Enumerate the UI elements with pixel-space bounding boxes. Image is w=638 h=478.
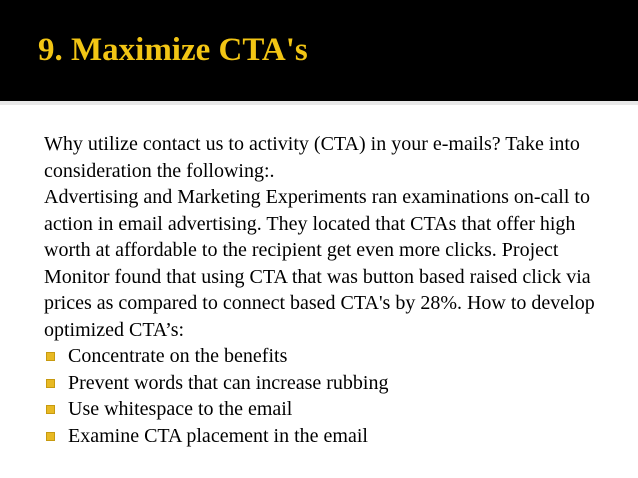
square-bullet-icon xyxy=(46,352,55,361)
square-bullet-icon xyxy=(46,432,55,441)
bullet-item xyxy=(44,396,614,423)
square-bullet-icon xyxy=(46,379,55,388)
bullet-text: Concentrate on the benefits xyxy=(68,345,288,367)
intro-paragraph: Why utilize contact us to activity (CTA) in your e-mails? Take into consideration the following:. xyxy=(44,133,580,182)
bullet-item xyxy=(44,423,614,450)
slide-title: 9. Maximize CTA's xyxy=(38,32,308,68)
title-divider xyxy=(0,101,638,105)
slide-body xyxy=(44,131,614,449)
bullet-text: Use whitespace to the email xyxy=(68,398,293,420)
bullet-text: Examine CTA placement in the email xyxy=(68,424,368,447)
bullet-item xyxy=(44,370,614,397)
title-bar xyxy=(0,0,638,101)
bullet-text: Prevent words that can increase rubbing xyxy=(68,371,389,394)
bullet-list xyxy=(44,343,614,449)
bullet-item xyxy=(44,343,614,370)
details-paragraph: Advertising and Marketing Experiments ran examinations on-call to action in email advertising. They located that CTAs that offer high worth at affordable to the recipient get even more clicks. Project Monitor found that using CTA that was button based raised click via prices as compared to connect based CTA's by 28%. How to develop optimized CTA’s: xyxy=(44,186,595,341)
square-bullet-icon xyxy=(46,405,55,414)
